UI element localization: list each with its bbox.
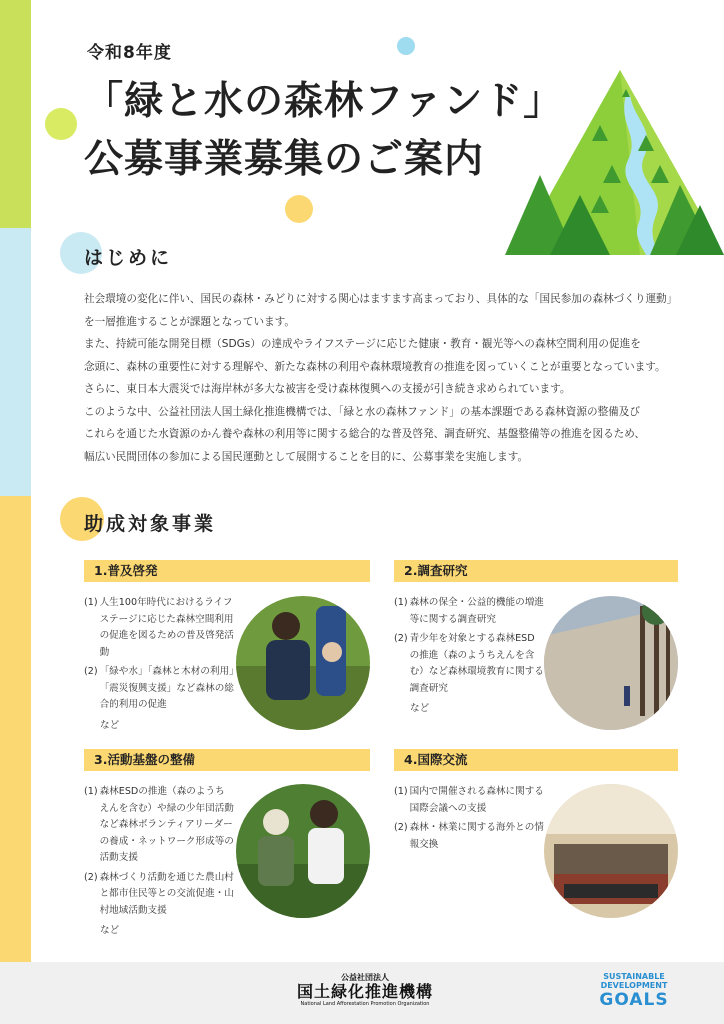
etc-label: など (100, 925, 120, 936)
page-title (84, 73, 563, 189)
intro-line: 念頭に、森林の重要性に対する理解や、新たな森林の利用や森林環境教育の推進を図っていくことが重要となっています。 (84, 360, 666, 373)
side-strip-yellow (0, 496, 31, 962)
intro-line: 社会環境の変化に伴い、国民の森林・みどりに対する関心はますます高まっており、具体的な「国民参加の森林づくり運動」 (84, 293, 678, 305)
intro-line: 幅広い民間団体の参加による国民運動として展開することを目的に、公募事業を実施します。 (84, 450, 529, 463)
card-items-research (394, 595, 544, 718)
list-item: (1) 国内で開催される森林に関する国際会議への支援 (394, 786, 544, 814)
title-line-2: 公募事業募集のご案内 (84, 137, 485, 182)
intro-line: また、持続可能な開発目標（SDGs）の達成やライフステージに応じた健康・教育・観光等への森林空間利用の促進を (84, 338, 641, 350)
org-logo (290, 972, 440, 1007)
intro-line: これらを通じた水資源のかん養や森林の利用等に関する総合的な普及啓発、調査研究、基盤整備等の推進を図るため、 (84, 428, 646, 440)
intro-line: を一層推進することが課題となっています。 (84, 315, 296, 328)
intro-heading: はじめに (84, 247, 173, 269)
card-title-research: 2.調査研究 (394, 560, 678, 582)
side-strip-green (0, 0, 31, 228)
card-title-international: 4.国際交流 (394, 749, 678, 771)
org-type: 公益社団法人 (341, 973, 389, 982)
sdg-line-2: DEVELOPMENT (600, 981, 668, 990)
card-title-infrastructure: 3.活動基盤の整備 (84, 749, 370, 771)
photo-international-conference (544, 784, 678, 918)
list-item: (1) 森林ESDの推進（森のようちえんを含む）や緑の少年団活動など森林ボランティアリーダーの養成・ネットワーク形成等の活動支援 (84, 786, 234, 863)
etc-label: など (410, 703, 430, 714)
mountain-river-illustration (500, 65, 724, 255)
org-name-en: National Land Afforestation Promotion Organization (300, 1001, 430, 1007)
intro-text (84, 288, 696, 468)
photo-children-planting (236, 596, 370, 730)
subsidy-heading: 助成対象事業 (84, 513, 217, 535)
intro-line: さらに、東日本大震災では海岸林が多大な被害を受け森林復興への支援が引き続き求められています。 (84, 383, 571, 395)
list-item: (2) 「緑や水」「森林と木材の利用」「震災復興支援」など森林の総合的利用の促進 (84, 666, 234, 710)
list-item: (2) 森林・林業に関する海外との情報交換 (394, 822, 544, 850)
decor-dot-blue (397, 37, 415, 55)
card-title-promotion: 1.普及啓発 (84, 560, 370, 582)
decor-dot-yellow (285, 195, 313, 223)
list-item: (1) 人生100年時代におけるライフステージに応じた森林空間利用の促進を図るための普及啓発活動 (84, 597, 234, 658)
card-items-promotion (84, 595, 234, 734)
sdg-line-1: SUSTAINABLE (603, 972, 665, 981)
card-items-international (394, 784, 544, 856)
list-item: (1) 森林の保全・公益的機能の増進等に関する調査研究 (394, 597, 544, 625)
photo-forest-slope (544, 596, 678, 730)
side-strip-blue (0, 228, 31, 496)
intro-line: このような中、公益社団法人国土緑化推進機構では、「緑と水の森林ファンド」の基本課題である森林資源の整備及び (84, 405, 640, 418)
photo-seedling-planting (236, 784, 370, 918)
sdgs-logo (592, 972, 676, 1010)
list-item: (2) 青少年を対象とする森林ESDの推進（森のようちえんを含む）など森林環境教育に関する調査研究 (394, 633, 544, 694)
title-line-1: 「緑と水の森林ファンド」 (84, 79, 564, 124)
org-name: 国土緑化推進機構 (296, 982, 433, 1001)
list-item: (2) 森林づくり活動を通じた農山村と都市住民等との交流促進・山村地域活動支援 (84, 871, 234, 916)
decor-dot-green (45, 108, 77, 140)
etc-label: など (100, 719, 120, 731)
sdg-line-3: GOALS (599, 990, 669, 1010)
card-items-infrastructure (84, 784, 234, 940)
fiscal-year: 令和8年度 (87, 43, 172, 63)
